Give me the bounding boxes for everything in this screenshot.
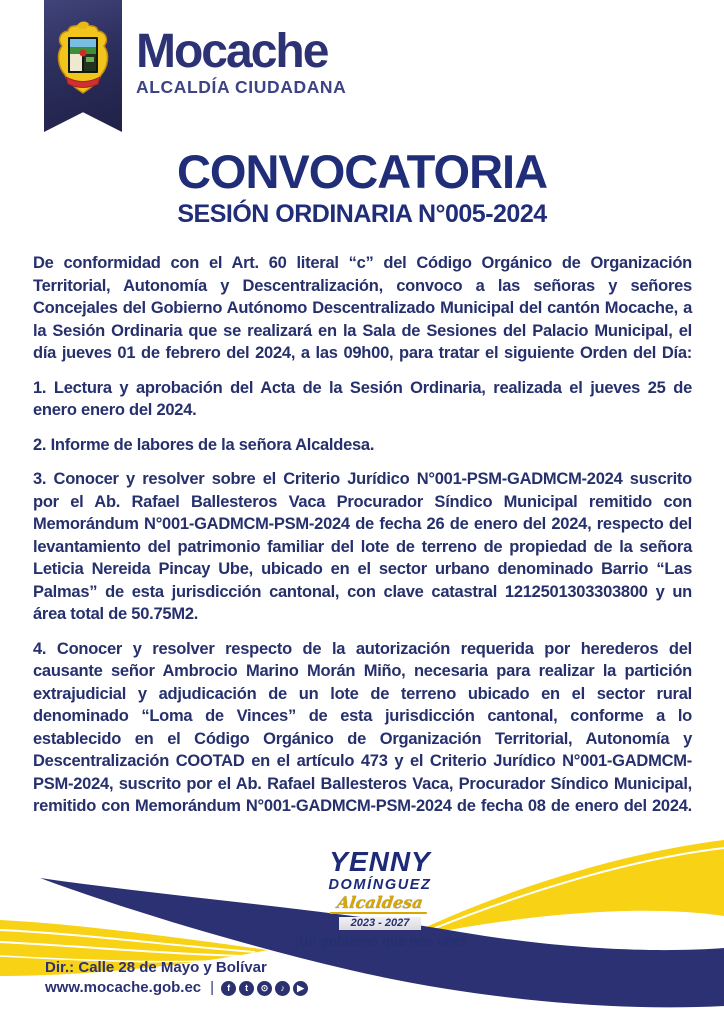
address-line bbox=[45, 958, 308, 978]
address-label: Dir.: bbox=[45, 959, 75, 976]
mocache-coat-of-arms-icon bbox=[53, 20, 113, 100]
agenda-item-4: 4. Conocer y resolver respecto de la autorización requerida por herederos del causante señor Ambrocio Marino Morán Miño, necesaria para realizar la partición extrajudicial y adjudicación de un lote de terreno ubicado en el sector rural denominado “Loma de Vinces” de esta jurisdicción cantonal, conforme a lo establecido en el Código Orgánico de Organización Territorial, Autonomía y Descentralización COOTAD en el artículo 473 y el Criterio Jurídico N°001-GADMCM-PSM-2024, suscrito por el Ab. Rafael Ballesteros Vaca, Procurador Síndico Municipal, remitido con Memorándum N°001-GADMCM-PSM-2024 de fecha 08 de enero del 2024. bbox=[33, 639, 692, 815]
facebook-icon[interactable]: f bbox=[221, 981, 236, 996]
brand-name: Mocache bbox=[136, 25, 328, 78]
term-period: 2023 - 2027 bbox=[339, 917, 422, 930]
intro-paragraph: De conformidad con el Art. 60 literal “c” del Código Orgánico de Organización Territorial, Autonomía y Descentralización, convoco a las señoras y señores Concejales del Gobierno Autónomo Descentralizado Municipal del cantón Mocache, a la Sesión Ordinaria que se realizará en la Sala de Sesiones del Palacio Municipal, el día jueves 01 de febrero del 2024, a las 09h00, para tratar el siguiente Orden del Día: bbox=[33, 254, 692, 362]
mayor-role-script: Alcaldesa bbox=[330, 895, 430, 914]
twitter-icon[interactable]: t bbox=[239, 981, 254, 996]
address-value: Calle 28 de Mayo y Bolívar bbox=[78, 959, 267, 976]
page-title: CONVOCATORIA bbox=[176, 145, 548, 198]
header-brand bbox=[136, 25, 347, 97]
mayor-first-name: YENNY bbox=[329, 846, 431, 877]
campaign-logo bbox=[0, 848, 724, 950]
footer-contact bbox=[45, 958, 308, 998]
header-pennant-ribbon bbox=[44, 0, 122, 132]
campaign-slogan: ¡Un gobierno que nos une! bbox=[294, 933, 466, 949]
mayor-last-name: DOMÍNGUEZ bbox=[328, 877, 432, 893]
website-link[interactable]: www.mocache.gob.ec bbox=[45, 979, 202, 996]
agenda-item-1: 1. Lectura y aprobación del Acta de la Sesión Ordinaria, realizada el jueves 25 de enero enero del 2024. bbox=[33, 378, 692, 419]
youtube-icon[interactable]: ▶ bbox=[293, 981, 308, 996]
title-block bbox=[0, 145, 724, 228]
instagram-icon[interactable]: ⊙ bbox=[257, 981, 272, 996]
agenda-item-3: 3. Conocer y resolver sobre el Criterio Jurídico N°001-PSM-GADMCM-2024 suscrito por el Ab. Rafael Ballesteros Vaca Procurador Síndico Municipal remitido con Memorándum N°001-GADMCM-PSM-2024 de fecha 26 de enero del 2024, respecto del levantamiento del patrimonio familiar del lote de terreno de propiedad de la señora Leticia Nereida Pincay Ube, ubicado en el sector urbano denominado Barrio “Las Palmas” de esta jurisdicción cantonal, con clave catastral 1212501303303800 y un área total de 50.75M2. bbox=[33, 470, 692, 623]
tiktok-icon[interactable]: ♪ bbox=[275, 981, 290, 996]
campaign-logo-inner bbox=[294, 848, 466, 948]
social-icons bbox=[221, 981, 308, 996]
separator: | bbox=[210, 979, 215, 996]
agenda-item-2: 2. Informe de labores de la señora Alcaldesa. bbox=[33, 435, 375, 454]
document-body bbox=[33, 252, 692, 830]
brand-subtitle: ALCALDÍA CIUDADANA bbox=[136, 77, 347, 97]
website-line bbox=[45, 978, 308, 998]
page-subtitle: SESIÓN ORDINARIA N°005-2024 bbox=[177, 200, 547, 228]
